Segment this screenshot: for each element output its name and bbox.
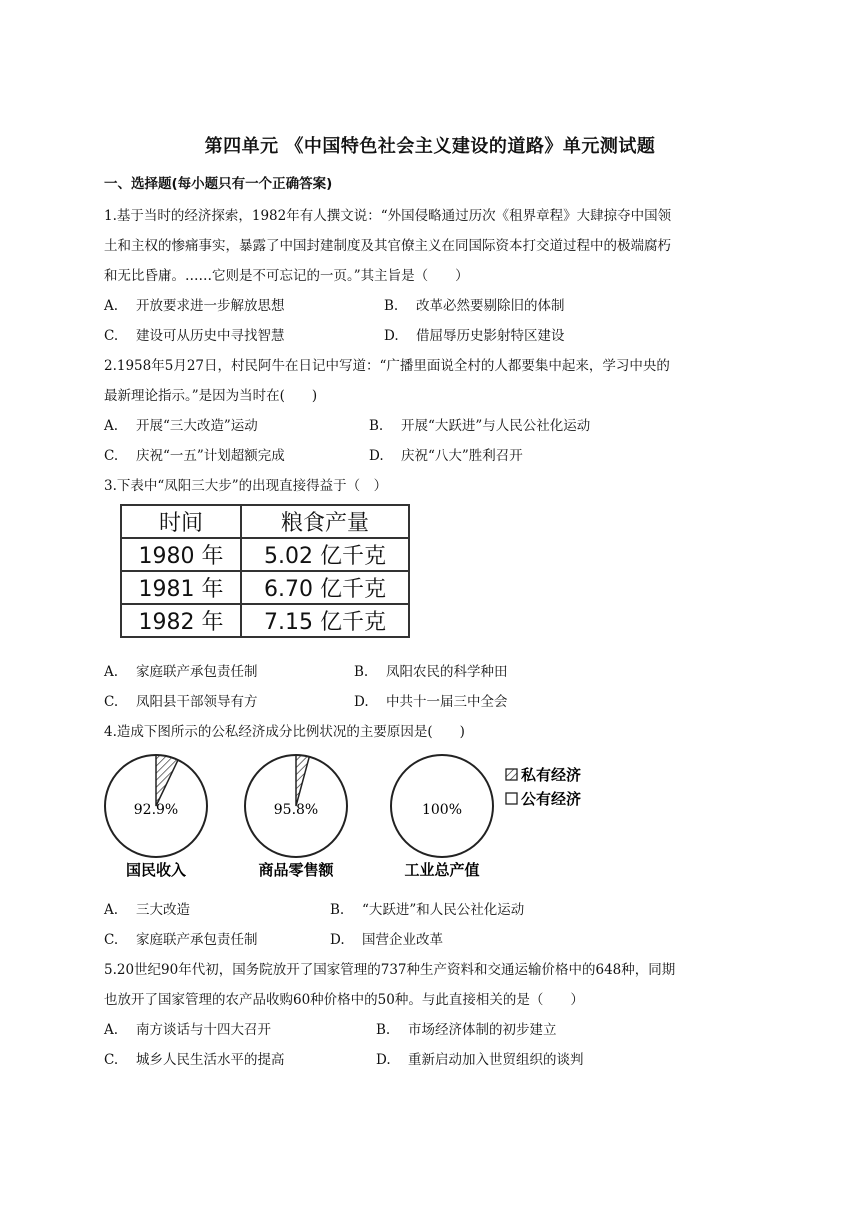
pie-percent-label: 92.9%	[133, 802, 179, 818]
q5-line-2: 也放开了国家管理的农产品收购60种价格中的50种。与此直接相关的是（ ）	[104, 992, 584, 1008]
pie-chart	[391, 755, 493, 879]
pie-category-label: 商品零售额	[258, 861, 334, 879]
section-heading: 一、选择题(每小题只有一个正确答案)	[104, 176, 333, 192]
q5-line-1: 5.20世纪90年代初，国务院放开了国家管理的737种生产资料和交通运输价格中的648种，同期	[104, 962, 676, 978]
q3-option-d: D. 中共十一届三中全会	[354, 694, 508, 710]
q5-option-d: D. 重新启动加入世贸组织的谈判	[376, 1052, 584, 1068]
legend-swatch	[506, 793, 517, 804]
table-cell: 1981 年	[121, 571, 241, 604]
q3-line-1: 3.下表中“凤阳三大步”的出现直接得益于（ ）	[104, 478, 388, 494]
q1-option-d: D. 借屈辱历史影射特区建设	[384, 328, 565, 344]
q1-line-1: 1.基于当时的经济探索，1982年有人撰文说：“外国侵略通过历次《租界章程》大肆掠夺中国领	[104, 208, 672, 224]
q5-option-b: B. 市场经济体制的初步建立	[376, 1022, 557, 1038]
q1-option-b: B. 改革必然要剔除旧的体制	[384, 298, 565, 314]
page-title: 第四单元 《中国特色社会主义建设的道路》单元测试题	[204, 136, 656, 157]
q4-option-c: C. 家庭联产承包责任制	[104, 932, 258, 948]
table-header-cell: 时间	[121, 505, 241, 538]
legend-label: 私有经济	[521, 766, 582, 784]
table-row	[121, 538, 409, 571]
q2-option-a: A. 开展“三大改造”运动	[104, 418, 258, 434]
grain-output-table	[120, 504, 410, 638]
table-row	[121, 571, 409, 604]
table-cell: 7.15 亿千克	[241, 604, 409, 637]
table-header-row	[121, 505, 409, 538]
table-header-cell: 粮食产量	[241, 505, 409, 538]
pie-chart	[245, 755, 347, 879]
q4-line-1: 4.造成下图所示的公私经济成分比例状况的主要原因是( )	[104, 724, 465, 740]
q1-option-a: A. 开放要求进一步解放思想	[104, 298, 285, 314]
table-row	[121, 604, 409, 637]
table-cell: 1980 年	[121, 538, 241, 571]
table-cell: 5.02 亿千克	[241, 538, 409, 571]
q5-option-a: A. 南方谈话与十四大召开	[104, 1022, 271, 1038]
q2-line-2: 最新理论指示。”是因为当时在( )	[104, 388, 318, 404]
table-cell: 1982 年	[121, 604, 241, 637]
economy-pie-charts	[100, 744, 620, 884]
q1-option-c: C. 建设可从历史中寻找智慧	[104, 328, 285, 344]
legend-item	[506, 766, 581, 784]
q2-line-1: 2.1958年5月27日，村民阿牛在日记中写道：“广播里面说全村的人都要集中起来，学习中央的	[104, 358, 670, 374]
q2-option-d: D. 庆祝“八大”胜利召开	[369, 448, 523, 464]
q4-option-b: B. “大跃进”和人民公社化运动	[330, 902, 525, 918]
legend-swatch	[506, 769, 517, 780]
pie-category-label: 国民收入	[125, 861, 187, 879]
pie-chart	[105, 755, 207, 879]
q1-line-3: 和无比昏庸。……它则是不可忘记的一页。”其主旨是（ ）	[104, 268, 469, 284]
q2-option-b: B. 开展“大跃进”与人民公社化运动	[369, 418, 591, 434]
pie-percent-label: 100%	[421, 802, 463, 818]
pie-percent-label: 95.8%	[273, 802, 319, 818]
table-cell: 6.70 亿千克	[241, 571, 409, 604]
q4-option-d: D. 国营企业改革	[330, 932, 443, 948]
legend-item	[506, 790, 581, 808]
q3-option-a: A. 家庭联产承包责任制	[104, 664, 258, 680]
q3-option-b: B. 凤阳农民的科学种田	[354, 664, 508, 680]
q4-option-a: A. 三大改造	[104, 902, 190, 918]
legend-label: 公有经济	[521, 790, 582, 808]
q3-option-c: C. 凤阳县干部领导有方	[104, 694, 258, 710]
pie-category-label: 工业总产值	[404, 861, 480, 879]
q2-option-c: C. 庆祝“一五”计划超额完成	[104, 448, 285, 464]
q5-option-c: C. 城乡人民生活水平的提高	[104, 1052, 285, 1068]
q1-line-2: 土和主权的惨痛事实，暴露了中国封建制度及其官僚主义在同国际资本打交道过程中的极端腐朽	[104, 238, 671, 254]
